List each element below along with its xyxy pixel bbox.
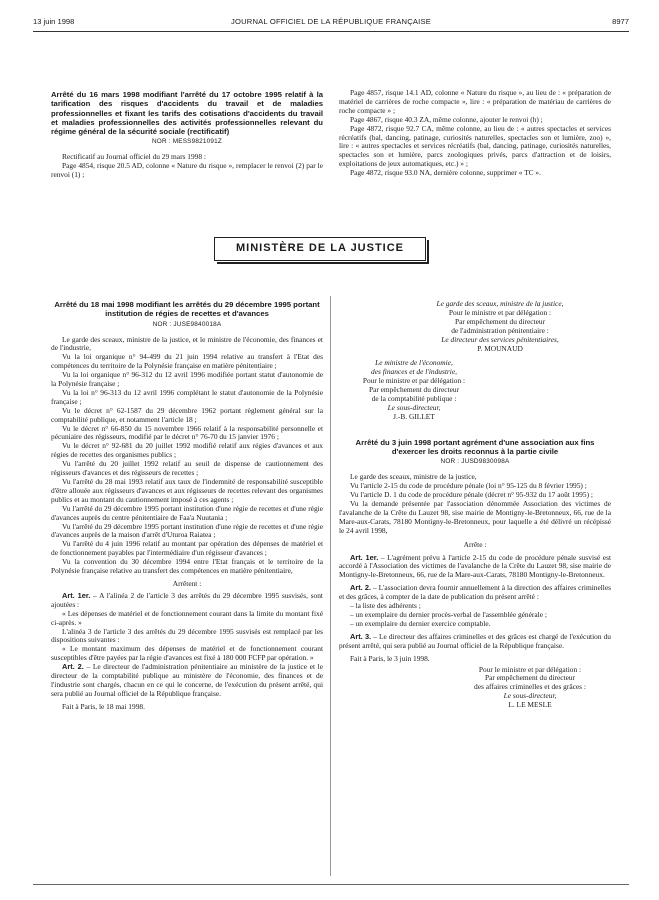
association-visas xyxy=(339,473,611,535)
regies-visas xyxy=(51,336,323,576)
issue-date: 13 juin 1998 xyxy=(33,17,75,26)
regies-alinea3: L'alinéa 3 de l'article 3 des arrêtés du 29 décembre 1995 susvisés est remplacé par les dispositions suivantes : xyxy=(51,626,323,645)
association-list-item-3: – un exemplaire du dernier exercice comptable. xyxy=(350,618,491,628)
right-column xyxy=(339,300,611,710)
rectificatif-nor: NOR : MESS9821091Z xyxy=(151,138,223,146)
rectificatif-p2: Page 4854, risque 20.5 AD, colonne « Nature du risque », remplacer le renvoi (2) par le renvoi (1) ; xyxy=(51,161,323,180)
ministry-heading: MINISTÈRE DE LA JUSTICE xyxy=(214,237,426,261)
rectificatif-p6: Page 4872, risque 93.0 NA, dernière colonne, supprimer « TC ». xyxy=(350,168,541,178)
association-list-item-1: – la liste des adhérents ; xyxy=(350,601,421,611)
regies-visa-12: Vu l'arrêté du 4 juin 1996 relatif au montant par opération des dépenses de matériel et de fonctionnement payables par l'intermédiaire d'un régisseur d'avances ; xyxy=(51,539,323,558)
sig-economie-line-5: de la comptabilité publique : xyxy=(371,394,457,404)
rectificatif-p3: Page 4857, risque 14.1 AD, colonne « Nature du risque », au lieu de : « préparation de matériel de carrières de roche compacte », lire : « préparation de matériau de carrières de roche compacte » ; xyxy=(339,88,611,115)
rectificatif-article xyxy=(51,90,323,180)
sig-economie-line-1: Le ministre de l'économie, xyxy=(375,358,453,368)
regies-quote2: « Le montant maximum des dépenses de matériel et de fonctionnement courant susceptibles d'être payées par la régie d'avances est fixé à 180 000 FCFP par opération. » xyxy=(51,644,323,663)
regies-visa-11: Vu l'arrêté du 29 décembre 1995 portant institution d'une régie de recettes et d'une régie d'avances auprès de la maison d'arrêt d'Uturoa Raiatea ; xyxy=(51,521,323,540)
header-rule xyxy=(33,31,629,32)
sig-economie-line-3: Pour le ministre et par délégation : xyxy=(362,376,466,386)
regies-arretent: Arrêtent : xyxy=(172,578,202,588)
regies-fait: Fait à Paris, le 18 mai 1998. xyxy=(62,701,145,711)
sig-justice-line-4: de l'administration pénitentiaire : xyxy=(451,325,549,335)
association-art2-text: – L'association devra fournir annuellement à la direction des affaires criminelles et des grâces, à compter de la date de publication du présent arrêté : xyxy=(339,583,611,602)
association-art1 xyxy=(339,554,611,581)
rectificatif-p1: Rectificatif au Journal officiel du 29 mars 1998 : xyxy=(62,152,206,162)
rectificatif-continued xyxy=(339,89,611,178)
association-art2 xyxy=(339,584,611,602)
association-title: Arrêté du 3 juin 1998 portant agrément d'une association aux fins d'exercer les droits reconnus à la partie civile xyxy=(355,437,595,457)
rectificatif-title: Arrêté du 16 mars 1998 modifiant l'arrêté du 17 octobre 1995 relatif à la tarification des risques d'accidents du travail et de maladies professionnelles et fixant les tarifs des cotisations d'accidents du travail et maladies professionnelles des activités professionnelles relevant du régime général de la sécurité sociale (rectificatif) xyxy=(51,90,323,137)
regies-title: Arrêté du 18 mai 1998 modifiant les arrêtés du 29 décembre 1995 portant institution de régies de recettes et d'avances xyxy=(54,300,320,319)
regies-visa-10: Vu l'arrêté du 29 décembre 1995 portant institution d'une régie de recettes et d'une régie d'avances auprès du centre pénitentiaire de Faa'a Nuutania ; xyxy=(51,503,323,522)
regies-visa-5: Vu le décret n° 62-1587 du 29 décembre 1962 portant règlement général sur la comptabilité publique, et notamment l'article 18 ; xyxy=(51,405,323,424)
sig-criminelles-line-2: Par empêchement du directeur xyxy=(484,673,576,683)
association-arrete: Arrête : xyxy=(463,539,487,549)
regies-art2 xyxy=(51,663,323,699)
sig-criminelles-line-5: L. LE MESLE xyxy=(508,700,552,710)
regies-visa-1: Le garde des sceaux, ministre de la justice, et le ministre de l'économie, des finances et de l'industrie, xyxy=(51,334,323,353)
association-art2-label: Art. 2. xyxy=(350,583,372,593)
association-visa-3: Vu l'article D. 1 du code de procédure pénale (décret n° 95-932 du 17 août 1995) ; xyxy=(350,490,593,500)
page-number: 8977 xyxy=(612,17,629,26)
sig-justice-line-1: Le garde des sceaux, ministre de la justice, xyxy=(436,299,564,308)
sig-criminelles-line-4: Le sous-directeur, xyxy=(503,691,557,701)
association-visa-2: Vu l'article 2-15 du code de procédure pénale (loi n° 95-125 du 8 février 1995) ; xyxy=(350,481,587,491)
sig-justice-line-6: P. MOUNAUD xyxy=(477,343,523,353)
association-list xyxy=(339,602,611,629)
sig-economie-line-2: des finances et de l'industrie, xyxy=(371,367,457,377)
sig-justice-line-5: Le directeur des services pénitentiaires, xyxy=(441,334,559,344)
regies-visa-2: Vu la loi organique n° 94-499 du 21 juin 1994 relative au transfert à l'Etat des compétences du territoire de la Polynésie française en matière pénitentiaire ; xyxy=(51,352,323,371)
association-art3-text: – Le directeur des affaires criminelles et des grâces est chargé de l'exécution du présent arrêté, qui sera publié au Journal officiel de la République française. xyxy=(339,631,612,650)
rectificatif-p5: Page 4872, risque 92.7 CA, même colonne, au lieu de : « autres spectacles et services récréatifs (bal, dancing, patinage, curiosités naturelles, spectacles son et lumière, zoo) », lire : « autres spectacles et services récréatifs (bal, dancing, patinage, curiosités naturelles, spectacles son et lumière, parcs zoologiques privés, parcs d'attraction et de loisirs, exploitations de jeux automatiques, etc.) » ; xyxy=(339,123,611,169)
association-art3-label: Art. 3. xyxy=(350,631,372,641)
rectificatif-p4: Page 4867, risque 40.3 ZA, même colonne, ajouter le renvoi (h) ; xyxy=(350,114,543,124)
regies-quote1: « Les dépenses de matériel et de fonctionnement courant dans la limite du montant fixé ci-après. » xyxy=(51,608,323,627)
sig-criminelles-line-1: Pour le ministre et par délégation : xyxy=(478,664,582,674)
regies-visa-7: Vu le décret n° 92-681 du 20 juillet 1992 modifié relatif aux régies d'avances et aux régies de recettes des organismes publics ; xyxy=(51,441,323,460)
association-list-item-2: – un exemplaire du dernier procès-verbal de l'assemblée générale ; xyxy=(350,609,547,619)
association-visa-4: Vu la demande présentée par l'association dénommée Association des victimes de l'avalanche de la Crête du Lauzet 98, sise mairie de Montigny-le-Bretonneux, 66, rue de la Mare-aux-Carats, 78180 Montigny-le-Bretonneux, pour laquelle a été délivré un récépissé le 24 avril 1998, xyxy=(339,499,611,535)
sig-economie-line-4: Par empêchement du directeur xyxy=(368,385,460,395)
sig-economie-line-7: J.-B. GILLET xyxy=(393,411,435,421)
regies-visa-4: Vu la loi n° 96-313 du 12 avril 1996 complétant le statut d'autonomie de la Polynésie française ; xyxy=(51,387,323,406)
regies-visa-3: Vu la loi organique n° 96-312 du 12 avril 1996 modifiée portant statut d'autonomie de la Polynésie française ; xyxy=(51,370,323,389)
sig-criminelles-line-3: des affaires criminelles et des grâces : xyxy=(474,682,586,692)
sig-justice-line-3: Par empêchement du directeur xyxy=(454,316,546,326)
regies-visa-13: Vu la convention du 30 décembre 1994 entre l'Etat français et le territoire de la Polynésie française relative au transfert des compétences en matière pénitentiaire, xyxy=(51,557,323,576)
signature-economie xyxy=(339,359,489,421)
footer-rule xyxy=(33,884,629,885)
regies-art1-label: Art. 1er. xyxy=(62,590,91,600)
arrete-association xyxy=(339,438,611,710)
association-fait: Fait à Paris, le 3 juin 1998. xyxy=(350,653,430,663)
signature-justice xyxy=(339,300,611,353)
regies-art2-text: – Le directeur de l'administration pénitentiaire au ministère de la justice et le directeur de la comptabilité publique au ministère de l'économie, des finances et de l'industrie sont chargés, chacun en ce qui le concerne, de l'exécution du présent arrêté, qui sera publié au Journal officiel de la République française. xyxy=(51,662,323,698)
arrete-regies xyxy=(51,300,323,712)
association-nor: NOR : JUSD9830098A xyxy=(440,458,510,466)
journal-title: JOURNAL OFFICIEL DE LA RÉPUBLIQUE FRANÇAISE xyxy=(230,17,432,26)
association-art1-label: Art. 1er. xyxy=(350,552,379,562)
sig-justice-line-2: Pour le ministre et par délégation : xyxy=(448,307,552,317)
regies-art2-label: Art. 2. xyxy=(62,662,84,672)
regies-visa-6: Vu le décret n° 66-850 du 15 novembre 1966 relatif à la responsabilité personnelle et pécuniaire des régisseurs, modifié par le décret n° 76-70 du 15 janvier 1976 ; xyxy=(51,423,323,442)
regies-art1-text: – A l'alinéa 2 de l'article 3 des arrêtés du 29 décembre 1995 susvisés, sont ajoutées : xyxy=(51,590,323,609)
association-visa-1: Le garde des sceaux, ministre de la justice, xyxy=(350,472,477,482)
signature-affaires-criminelles xyxy=(339,666,611,711)
page-header xyxy=(33,17,629,31)
association-art1-text: – L'agrément prévu à l'article 2-15 du code de procédure pénale susvisé est accordé à l'Association des victimes de l'avalanche de la Crête du Lauzet 98, sise mairie de Montigny-le-Bretonneux, 66, rue de la Mare-aux-Carats, 78180 Montigny-le-Bretonneux. xyxy=(339,552,611,580)
association-art3 xyxy=(339,633,611,651)
regies-nor: NOR : JUSE9840018A xyxy=(152,320,222,328)
regies-visa-8: Vu l'arrêté du 20 juillet 1992 relatif au seuil de dispense de cautionnement des régisseurs d'avances et des régisseurs de recettes ; xyxy=(51,459,323,478)
regies-art1 xyxy=(51,592,323,610)
column-divider xyxy=(330,296,331,876)
regies-visa-9: Vu l'arrêté du 28 mai 1993 relatif aux taux de l'indemnité de responsabilité susceptible d'être allouée aux régisseurs d'avances et aux régisseurs de recettes relevant des organismes publics et au montant du cautionnement imposé à ces agents ; xyxy=(51,477,323,504)
sig-economie-line-6: Le sous-directeur, xyxy=(387,402,441,412)
